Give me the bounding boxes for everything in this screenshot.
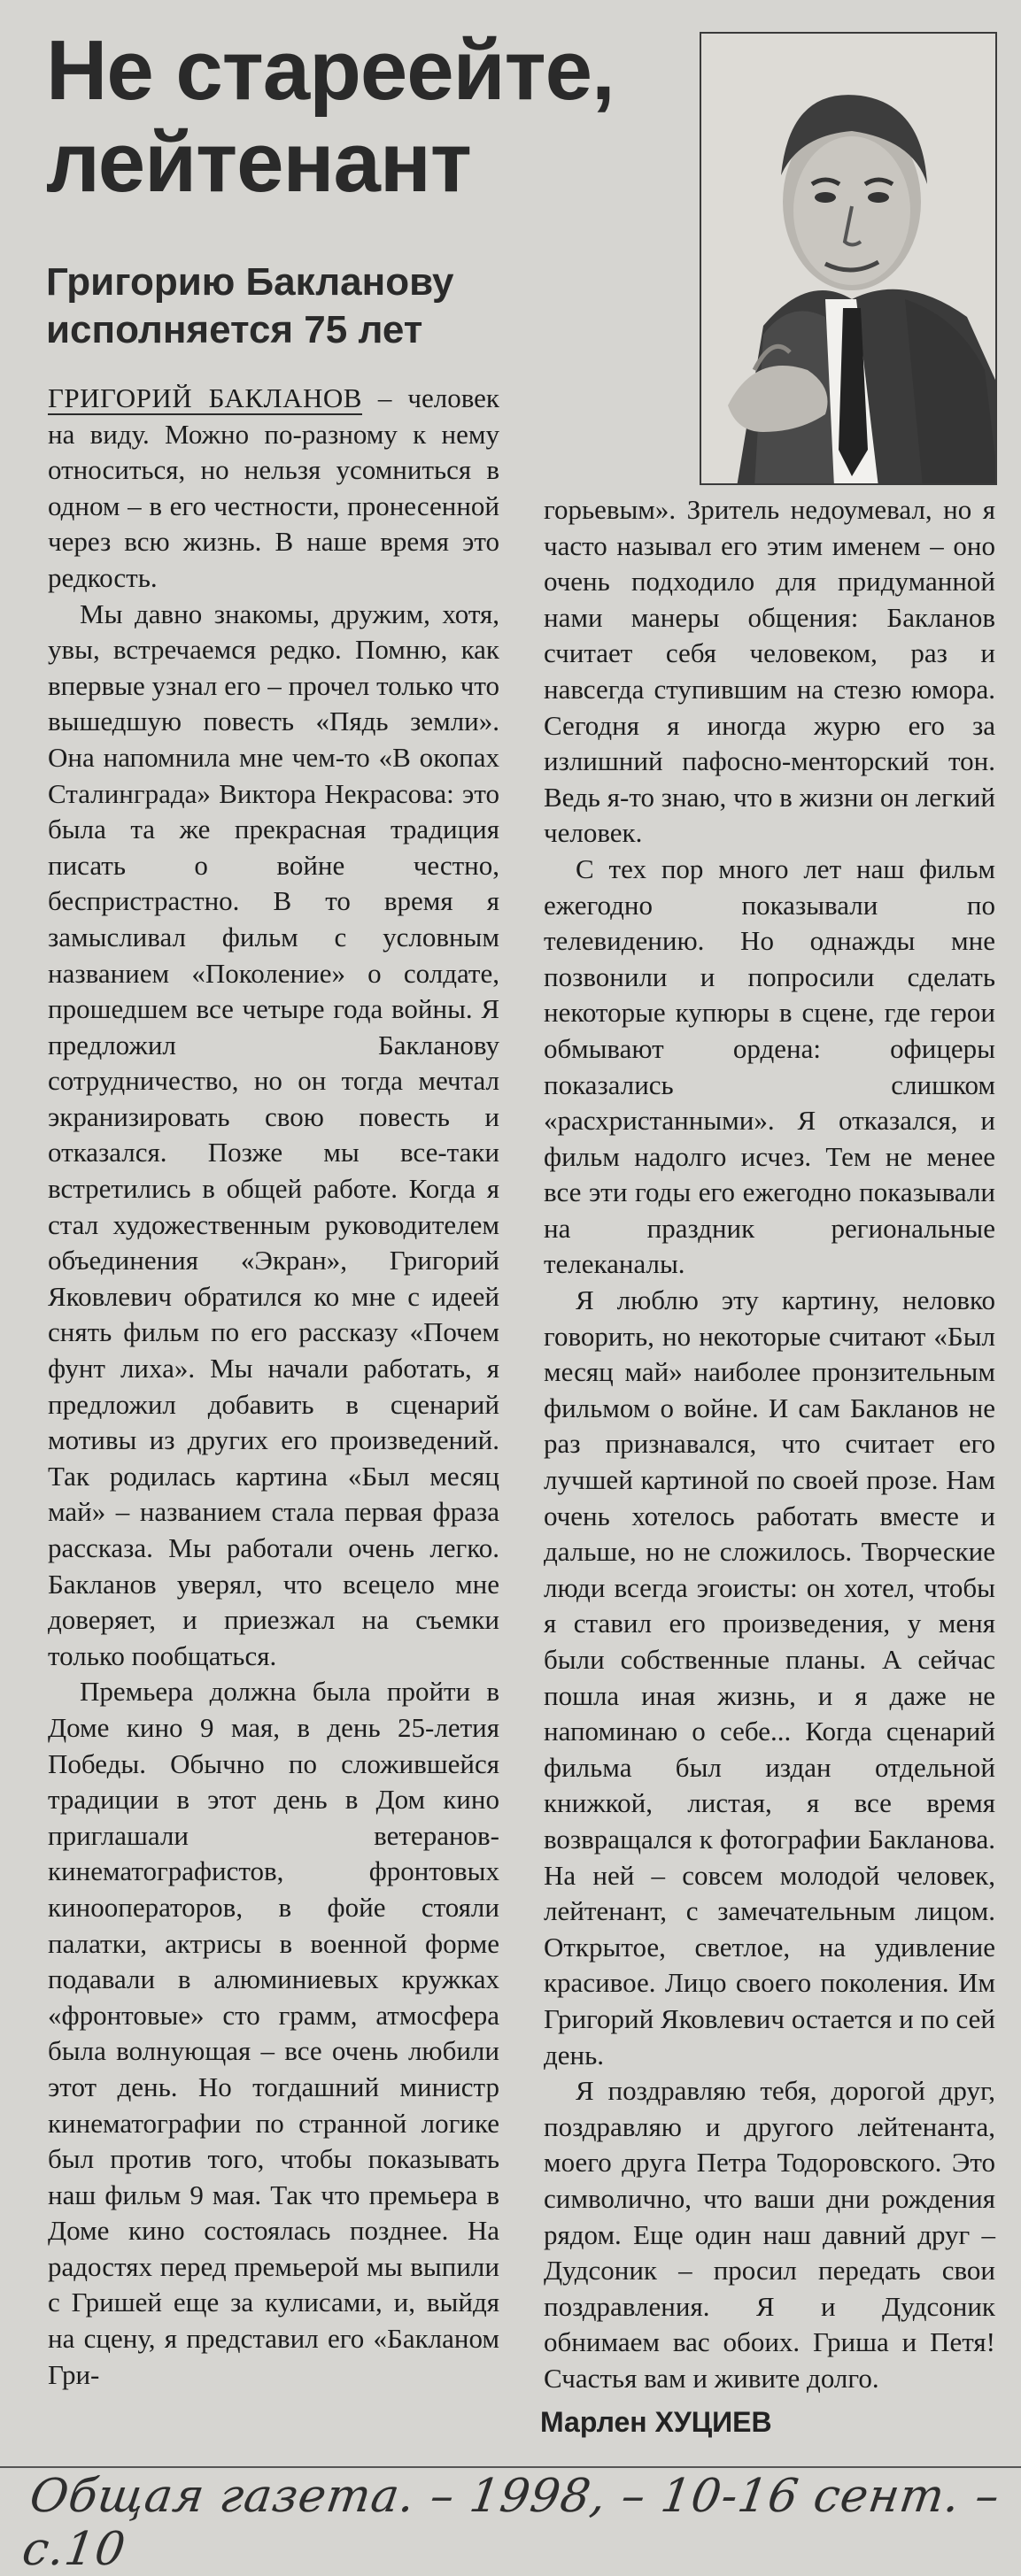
- paragraph-7: Я поздравляю тебя, дорогой друг, поздравляю и другого лейтенанта, моего друга Петра Тодоровского. Это символично, что ваши дни рождения рядом. Еще один наш давний друг – Дудсоник – просил передать свои поздравления. Я и Дудсоник обнимаем вас обоих. Гриша и Петя! Счастья вам и живите долго.: [544, 2075, 995, 2394]
- article-column-2: [544, 492, 995, 2396]
- headline-line-1: Не стареейте,: [46, 23, 615, 118]
- paragraph-2: Мы давно знакомы, дружим, хотя, увы, встречаемся редко. Помню, как впервые узнал его – прочел только что вышедшую повесть «Пядь земли». Она напомнила мне чем-то «В окопах Сталинграда» Виктора Некрасова: это была та же прекрасная традиция писать о войне честно, беспристрастно. В то время я замысливал фильм с условным названием «Поколение» о солдате, прошедшем все четыре года войны. Я предложил Бакланову сотрудничество, но он тогда мечтал экранизировать свою повесть и отказался. Позже мы все-таки встретились в общей работе. Когда я стал художественным руководителем объединения «Экран», Григорий Яковлевич обратился ко мне с идеей снять фильм по его рассказу «Почем фунт лиха». Мы начали работать, я предложил добавить в сценарий мотивы из других его произведений. Так родилась картина «Был месяц май» – названием стала первая фраза рассказа. Мы работали очень легко. Бакланов уверял, что всецело мне доверяет, и приезжал на съемки только пообщаться.: [48, 598, 499, 1671]
- paragraph-5: С тех пор много лет наш фильм ежегодно показывали по телевидению. Но однажды мне позвонили и попросили сделать некоторые купюры в сцене, где герои обмывают ордена: офицеры показались слишком «расхристанными». Я отказался, и фильм надолго исчез. Тем не менее все эти годы его ежегодно показывали на праздник региональные телеканалы.: [544, 852, 995, 1280]
- subheadline-line-1: Григорию Бакланову: [46, 260, 454, 304]
- headline-line-2: лейтенант: [46, 115, 471, 210]
- author-signature: Марлен ХУЦИЕВ: [540, 2406, 772, 2438]
- paragraph-4: горьевым». Зритель недоумевал, но я часто называл его этим именем – оно очень подходило для придуманной нами манеры общения: Бакланов считает себя человеком, раз и навсегда ступившим на стезю юмора. Сегодня я иногда журю его за излишний пафосно-менторский тон. Ведь я-то знаю, что в жизни он легкий человек.: [544, 494, 995, 849]
- headline: [46, 25, 666, 209]
- lead-name: ГРИГОРИЙ БАКЛАНОВ: [48, 382, 362, 413]
- article-column-1: [48, 381, 499, 2393]
- subheadline-line-2: исполняется 75 лет: [46, 308, 423, 351]
- paragraph-1-text: – человек на виду. Можно по-разному к нему относиться, но нельзя усомниться в одном – в его честности, пронесенной через всю жизнь. В наше время это редкость.: [48, 382, 499, 593]
- handwritten-source-note: Общая газета. – 1998, – 10-16 сент. – с.10: [19, 2470, 1004, 2576]
- subheadline: [46, 258, 666, 354]
- paragraph-6: Я люблю эту картину, неловко говорить, но некоторые считают «Был месяц май» наиболее пронзительным фильмом о войне. И сам Бакланов не раз признавался, что считает его лучшей картиной по своей прозе. Нам очень хотелось работать вместе и дальше, но не сложилось. Творческие люди всегда эгоисты: он хотел, чтобы я ставил его произведения, у меня были собственные планы. А сейчас пошла иная жизнь, и я даже не напоминаю о себе... Когда сценарий фильма был издан отдельной книжкой, листая, я все время возвращался к фотографии Бакланова. На ней – совсем молодой человек, лейтенант, с замечательным лицом. Открытое, светлое, на удивление красивое. Лицо своего поколения. Им Григорий Яковлевич остается и по сей день.: [544, 1284, 995, 2071]
- portrait-illustration: [701, 34, 997, 485]
- clipping-bottom-rule: [0, 2466, 1021, 2468]
- paragraph-3: Премьера должна была пройти в Доме кино 9 мая, в день 25-летия Победы. Обычно по сложившейся традиции в этот день в Дом кино приглашали ветеранов-кинематографистов, фронтовых кинооператоров, в фойе стояли палатки, актрисы в военной форме подавали в алюминиевых кружках «фронтовые» сто грамм, атмосфера была волнующая – все очень любили этот день. Но тогдашний министр кинематографии по странной логике был против того, чтобы показывать наш фильм 9 мая. Так что премьера в Доме кино состоялась позднее. На радостях перед премьерой мы выпили с Гришей еще за кулисами, и, выйдя на сцену, я представил его «Бакланом Гри-: [48, 1676, 499, 2390]
- paragraph-1: [48, 381, 499, 597]
- portrait-photo: [700, 32, 997, 485]
